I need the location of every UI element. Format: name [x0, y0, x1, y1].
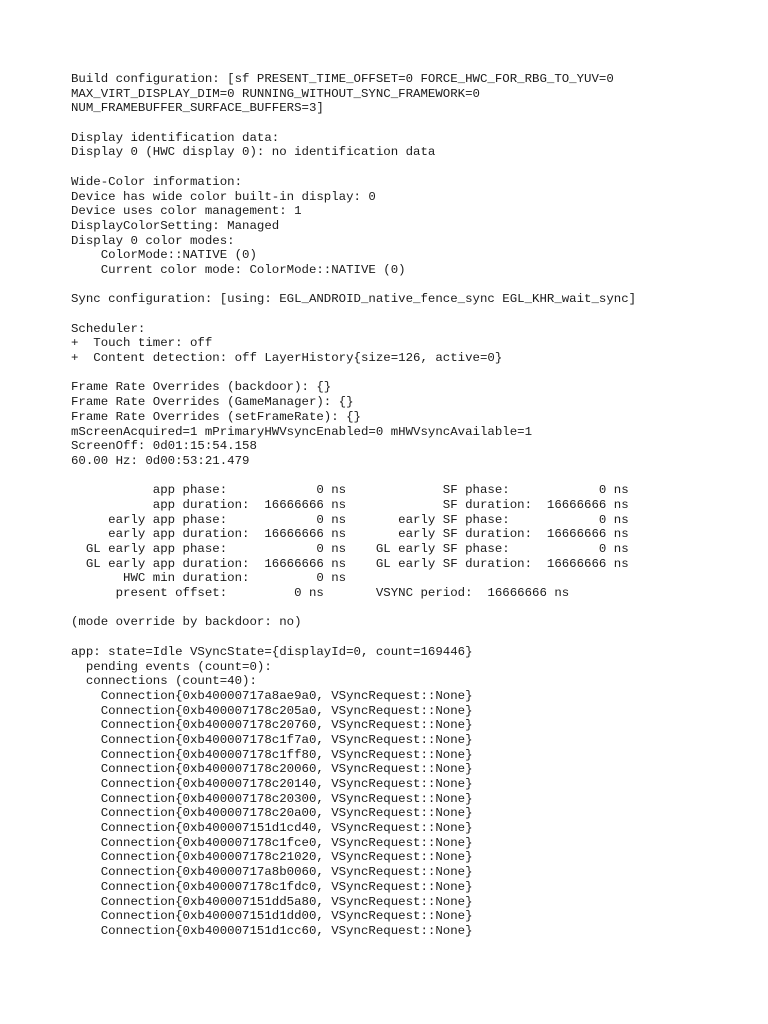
scheduler-section — [71, 322, 761, 366]
connection-line: Connection{0xb400007178c1f7a0, VSyncRequest::None} — [71, 732, 473, 747]
phase-line: GL early app duration: 16666666 ns GL early SF duration: 16666666 ns — [71, 556, 629, 571]
section-gap — [71, 366, 761, 381]
phase-line: app phase: 0 ns SF phase: 0 ns — [71, 483, 629, 498]
connection-line: Connection{0xb400007178c20060, VSyncRequest::None} — [71, 762, 473, 777]
connections-header-line: connections (count=40): — [71, 674, 257, 689]
frame-rate-line: Frame Rate Overrides (GameManager): {} — [71, 395, 354, 410]
frame-rate-line: 60.00 Hz: 0d00:53:21.479 — [71, 453, 250, 468]
pending-events-line: pending events (count=0): — [71, 659, 272, 674]
wide-color-line: DisplayColorSetting: Managed — [71, 218, 280, 233]
connection-line: Connection{0xb40000717a8b0060, VSyncRequest::None} — [71, 865, 473, 880]
connection-line: Connection{0xb400007151d1dd00, VSyncRequest::None} — [71, 909, 473, 924]
build-config-line: NUM_FRAMEBUFFER_SURFACE_BUFFERS=3] — [71, 101, 324, 116]
wide-color-line: ColorMode::NATIVE (0) — [71, 248, 257, 263]
phase-line: app duration: 16666666 ns SF duration: 16666666 ns — [71, 497, 629, 512]
frame-rate-line: mScreenAcquired=1 mPrimaryHWVsyncEnabled=0 mHWVsyncAvailable=1 — [71, 424, 533, 439]
dumpsys-document — [71, 72, 761, 939]
display-id-line: Display identification data: — [71, 130, 280, 145]
wide-color-line: Device has wide color built-in display: 0 — [71, 189, 376, 204]
connection-line: Connection{0xb400007178c20300, VSyncRequest::None} — [71, 791, 473, 806]
section-gap — [71, 601, 761, 616]
phase-line: early app duration: 16666666 ns early SF duration: 16666666 ns — [71, 527, 629, 542]
section-gap — [71, 630, 761, 645]
frame-rate-line: ScreenOff: 0d01:15:54.158 — [71, 439, 257, 454]
connection-line: Connection{0xb400007178c20a00, VSyncRequest::None} — [71, 806, 473, 821]
app-state-line: app: state=Idle VSyncState={displayId=0, count=169446} — [71, 644, 473, 659]
connection-line: Connection{0xb400007178c20140, VSyncRequest::None} — [71, 777, 473, 791]
section-gap — [71, 160, 761, 175]
build-configuration-section — [71, 72, 761, 116]
section-gap — [71, 278, 761, 293]
sync-configuration-section — [71, 292, 761, 307]
connection-line: Connection{0xb400007178c20760, VSyncRequest::None} — [71, 718, 473, 733]
phase-line: early app phase: 0 ns early SF phase: 0 ns — [71, 512, 629, 527]
phase-line: present offset: 0 ns VSYNC period: 16666666 ns — [71, 586, 570, 601]
connection-line: Connection{0xb400007178c1fdc0, VSyncRequest::None} — [71, 879, 473, 894]
wide-color-line: Wide-Color information: — [71, 174, 243, 189]
connection-line: Connection{0xb400007178c21020, VSyncRequest::None} — [71, 850, 473, 865]
section-gap — [71, 116, 761, 131]
app-vsync-section — [71, 645, 761, 939]
connection-line: Connection{0xb400007178c1ff80, VSyncRequest::None} — [71, 747, 473, 762]
build-config-line: MAX_VIRT_DISPLAY_DIM=0 RUNNING_WITHOUT_SYNC_FRAMEWORK=0 — [71, 86, 480, 101]
connection-line: Connection{0xb400007151d1cc60, VSyncRequest::None} — [71, 923, 473, 938]
build-config-line: Build configuration: [sf PRESENT_TIME_OFFSET=0 FORCE_HWC_FOR_RBG_TO_YUV=0 — [71, 72, 614, 86]
wide-color-line: Current color mode: ColorMode::NATIVE (0) — [71, 262, 406, 277]
frame-rate-line: Frame Rate Overrides (backdoor): {} — [71, 380, 332, 395]
connection-line: Connection{0xb400007178c1fce0, VSyncRequest::None} — [71, 835, 473, 850]
scheduler-line: Scheduler: — [71, 321, 146, 336]
connection-line: Connection{0xb400007151dd5a80, VSyncRequest::None} — [71, 894, 473, 909]
connection-line: Connection{0xb400007178c205a0, VSyncRequest::None} — [71, 703, 473, 718]
phase-line: HWC min duration: 0 ns — [71, 571, 347, 586]
display-identification-section — [71, 131, 761, 160]
section-gap — [71, 469, 761, 484]
section-gap — [71, 307, 761, 322]
wide-color-line: Device uses color management: 1 — [71, 204, 302, 219]
scheduler-line: + Touch timer: off — [71, 336, 213, 351]
mode-override-line: (mode override by backdoor: no) — [71, 615, 302, 630]
wide-color-section — [71, 175, 761, 278]
mode-override-section — [71, 615, 761, 630]
connection-line: Connection{0xb40000717a8ae9a0, VSyncRequest::None} — [71, 688, 473, 703]
sync-config-line: Sync configuration: [using: EGL_ANDROID_native_fence_sync EGL_KHR_wait_sync] — [71, 292, 637, 307]
display-id-line: Display 0 (HWC display 0): no identification data — [71, 145, 436, 160]
vsync-phases-section — [71, 483, 761, 601]
scheduler-line: + Content detection: off LayerHistory{size=126, active=0} — [71, 351, 503, 366]
frame-rate-line: Frame Rate Overrides (setFrameRate): {} — [71, 409, 361, 424]
connection-line: Connection{0xb400007151d1cd40, VSyncRequest::None} — [71, 821, 473, 836]
phase-line: GL early app phase: 0 ns GL early SF phase: 0 ns — [71, 542, 629, 556]
frame-rate-section — [71, 380, 761, 468]
wide-color-line: Display 0 color modes: — [71, 233, 235, 248]
